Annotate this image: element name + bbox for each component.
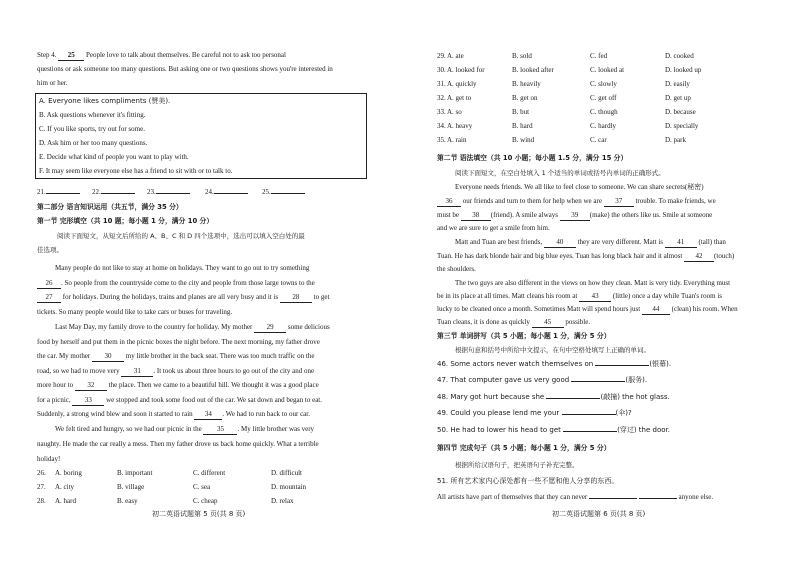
blank-25[interactable]: 25 [58, 51, 84, 61]
choice-number: 30. [437, 66, 446, 74]
answer-25[interactable]: 25. [262, 188, 305, 197]
blank-35[interactable]: 35 [203, 425, 237, 435]
choice-33-a[interactable]: A. so [447, 108, 462, 116]
spelling-48-input[interactable] [546, 398, 600, 399]
section1-title: 第一节 完形填空（共 10 题；每小题 1 分，满分 10 分） [37, 217, 214, 225]
choice-34-d[interactable]: D. specially [665, 122, 699, 130]
choice-35-c[interactable]: C. car [590, 136, 607, 144]
cloze-line-11: Suddenly, a strong wind blew and soon it started to rain 34 . We had to run back to our car. [37, 410, 310, 418]
choice-31-d[interactable]: D. easily [665, 80, 690, 88]
choice-28-a[interactable]: A. hard [55, 497, 76, 505]
blank-33[interactable]: 33 [72, 396, 104, 406]
step4-text1: People love to talk about themselves. Be careful not to ask too personal [85, 51, 286, 59]
question-51-chinese: 51. 所有艺术家内心深处都有一些不愿和他人分享的东西。 [437, 477, 619, 485]
section1-instruction-1: 阅读下面短文，从短文后所给的 A、B、C 和 D 四个选项中，选出可以填入空白处的最 [57, 232, 305, 240]
choice-34-c[interactable]: C. hardly [590, 122, 617, 130]
choice-number: 29. [437, 52, 446, 60]
cloze-line-1: Many people do not like to stay at home on holidays. They want to go out to try something [55, 264, 310, 272]
blank-36[interactable]: 36 [437, 197, 461, 207]
left-page: Step 4. 25 People love to talk about themselves. Be careful not to ask too personal questions or ask someone too many questions. But asking one or two questions shows you're interested in him or her. A. Everyone likes compliments (赞美). B. Ask questions whenever it's fitting. C. If you like sports, try out for some. D. Ask him or her too many questions. E. Decide what kind of people you want to play with. F. It may seem like everyone else has a friend to sit with or to talk to. 21. 22. 23. 24. 25. 第二部分 语言知识运用（共五节，满分 35 分） 第一节 完形填空（共 10 题；每小题 1 分，满分 10 分） 阅读下面短文，从短文后所给的 A、B、C 和 D 四个选项中，选出可以填入空白处的最 佳选项。 Many people do not like to stay at home on holidays. They want to go out to try something 26 . So people from the countryside come to the city and people from those large towns to the 27 for holidays. During the holidays, trains and planes are all very busy and it is 28 to get tickets. So many people would like to take cars or buses for traveling. Last May Day, my family drove to the country for holiday. My mother 29 some delicious food by herself and put them in the picnic boxes the night before. The next morning, my father drove the car. My mother 30 my little brother in the back seat. There was too much traffic on the road, so we had to move very 31 . It took us about three hours to go out of the city and one more hour to 32 the place. Then we came to a beautiful hill. We thought it was a good place for a picnic, 33 we stopped and took some food out of the car. We sat down and began to eat. Suddenly, a strong wind blew and soon it started to rain 34 . We had to run back to our car. We felt tired and hungry, so we had our picnic in the 35 . My little brother was very naughty. He made the car really a mess. Then my father drove us back home quickly. What a terrible holiday! 26. A. boring B. important C. different D. difficult 27. A. city B. village C. sea D. mountain 28. A. hard B. easy C. cheap D. relax 初二英语试题第 5 页(共 8 页) [0, 0, 397, 561]
section4-instruction: 根据所给汉语句子，把英语句子补充完整。 [455, 461, 579, 469]
grammar-line-4: and we are sure to get a smile from him. [437, 224, 550, 232]
grammar-line-11: Tuan cleans, it is done as quickly 45 possible. [437, 318, 591, 326]
blank-43[interactable]: 43 [579, 292, 611, 302]
choice-27-a[interactable]: A. city [55, 483, 75, 491]
choice-30-d[interactable]: D. looked up [665, 66, 702, 74]
cloze-line-10: for a picnic, 33 we stopped and took some food out of the car. We sat down and began to eat. [37, 396, 322, 404]
choice-26-d[interactable]: D. difficult [271, 469, 302, 477]
answer-21[interactable]: 21. [37, 188, 80, 197]
cloze-line-7: the car. My mother 30 my little brother in the back seat. There was too much traffic on the [37, 352, 315, 360]
blank-42[interactable]: 42 [684, 252, 714, 262]
blank-28[interactable]: 28 [280, 293, 312, 303]
choice-34-a[interactable]: A. heavy [447, 122, 473, 130]
answer-23[interactable]: 23. [147, 188, 190, 197]
grammar-line-9: be in its place at all times. Matt cleans his room at 43 (little) once a day while Tuan's room is [437, 292, 723, 300]
blank-31[interactable]: 31 [121, 367, 153, 377]
step4-line1 [37, 51, 286, 61]
step4-text2: questions or ask someone too many questions. But asking one or two questions shows you're interested in [37, 65, 333, 73]
choice-34-b[interactable]: B. hard [512, 122, 533, 130]
blank-37[interactable]: 37 [604, 197, 634, 207]
choice-number: 31. [437, 80, 446, 88]
choice-26-b[interactable]: B. important [117, 469, 153, 477]
spelling-48: 48. Mary got hurt because she (敲撞) the hot glass. [437, 393, 670, 401]
grammar-line-2: 36 our friends and turn to them for help when we are 37 trouble. To make friends, we [437, 197, 716, 207]
choice-35-b[interactable]: B. wind [512, 136, 535, 144]
part2-title: 第二部分 语言知识运用（共五节，满分 35 分） [37, 203, 183, 211]
choice-33-d[interactable]: D. because [665, 108, 696, 116]
grammar-line-10: lucky to be cleaned once a month. Sometimes Matt will spend hours just 44 (clean) his room. When [437, 305, 738, 313]
option-f: F. It may seem like everyone else has a friend to sit with or to talk to. [39, 167, 233, 175]
blank-38[interactable]: 38 [461, 211, 491, 221]
page-footer-6: 初二英语试题第 6 页(共 8 页) [552, 510, 646, 518]
step4-text3: him or her. [37, 79, 68, 87]
spelling-47: 47. That computer gave us very good (服务). [437, 376, 648, 384]
choice-number: 35. [437, 136, 446, 144]
option-e: E. Decide what kind of people you want to play with. [39, 153, 189, 161]
grammar-line-5: Matt and Tuan are best friends, 40 they are very different. Matt is 41 (tall) than [455, 238, 726, 246]
blank-32[interactable]: 32 [75, 381, 107, 391]
choice-26-a[interactable]: A. boring [55, 469, 82, 477]
cloze-line-6: food by herself and put them in the picnic boxes the night before. The next morning, my father drove [37, 338, 320, 346]
blank-40[interactable]: 40 [544, 238, 576, 248]
choice-31-a[interactable]: A. quickly [447, 80, 477, 88]
blank-44[interactable]: 44 [642, 305, 670, 315]
blank-26[interactable]: 26 [37, 279, 61, 289]
spelling-46-input[interactable] [595, 365, 649, 366]
choice-35-a[interactable]: A. rain [447, 136, 467, 144]
choice-30-b[interactable]: B. looked after [512, 66, 554, 74]
option-a: A. Everyone likes compliments (赞美). [39, 97, 171, 105]
cloze-line-5: Last May Day, my family drove to the country for holiday. My mother 29 some delicious [55, 323, 330, 331]
step4-prefix: Step 4. [37, 51, 59, 59]
choice-number: 33. [437, 108, 446, 116]
page-footer-5: 初二英语试题第 5 页(共 8 页) [152, 510, 246, 518]
grammar-line-7: the shoulders. [437, 265, 476, 273]
choice-27-b[interactable]: B. village [117, 483, 145, 491]
cloze-line-8: road, so we had to move very 31 . It took us about three hours to go out of the city and one [37, 367, 315, 375]
section3-instruction: 根据句意和括号中所给中文提示，在句中空格处填写上正确的单词。 [455, 346, 650, 354]
choice-32-c[interactable]: C. get off [590, 94, 617, 102]
cloze-line-14: holiday! [37, 455, 61, 463]
right-page [397, 0, 794, 561]
choice-32-d[interactable]: D. get up [665, 94, 691, 102]
choice-30-c[interactable]: C. looked at [590, 66, 625, 74]
q51-blank-2[interactable] [639, 498, 677, 499]
choice-33-b[interactable]: B. but [512, 108, 530, 116]
cloze-line-3: 27 for holidays. During the holidays, trains and planes are all very busy and it is 28 to get [37, 293, 329, 303]
choice-number: 32. [437, 94, 446, 102]
spelling-50-input[interactable] [563, 431, 617, 432]
question-51-english: All artists have part of themselves that they can never anyone else. [437, 493, 714, 501]
choice-32-a[interactable]: A. get to [447, 94, 472, 102]
grammar-line-3: must be 38 (friend). A smile always 39 (make) the others like us. Smile at someone [437, 211, 713, 219]
cloze-line-2: 26 . So people from the countryside come to the city and people from those large towns to the [37, 279, 315, 289]
choice-28-d[interactable]: D. relax [271, 497, 294, 505]
grammar-line-1: Everyone needs friends. We all like to feel close to someone. We can share secrets(秘密) [455, 183, 704, 191]
choice-30-a[interactable]: A. looked for [447, 66, 485, 74]
spelling-46: 46. Some actors never watch themselves on (银幕). [437, 360, 672, 368]
grammar-line-8: The two guys are also different in the views on how they clean. Matt is very tidy. Everything must [455, 279, 731, 287]
choice-27-d[interactable]: D. mountain [271, 483, 306, 491]
cloze-line-4: tickets. So many people would like to take cars or buses for traveling. [37, 308, 233, 316]
choice-28-b[interactable]: B. easy [117, 497, 138, 505]
blank-39[interactable]: 39 [560, 211, 590, 221]
blank-30[interactable]: 30 [92, 352, 124, 362]
blank-27[interactable]: 27 [37, 293, 61, 303]
option-b: B. Ask questions whenever it's fitting. [39, 111, 146, 119]
cloze-line-12: We felt tired and hungry, so we had our picnic in the 35 . My little brother was very [55, 425, 315, 433]
q51-blank-1[interactable] [589, 498, 637, 499]
blank-34[interactable]: 34 [194, 410, 222, 420]
spelling-50: 50. He had to lower his head to get (穿过) the door. [437, 426, 670, 434]
blank-45[interactable]: 45 [532, 318, 564, 328]
option-c: C. If you like sports, try out for some. [39, 125, 145, 133]
blank-29[interactable]: 29 [254, 323, 286, 333]
choice-28-c[interactable]: C. cheap [193, 497, 218, 505]
section4-title: 第四节 完成句子（共 5 小题；每小题 1 分，满分 5 分） [437, 444, 611, 452]
spelling-49: 49. Could you please lend me your (伞)? [437, 409, 632, 417]
cloze-line-13: naughty. He made the car really a mess. Then my father drove us back home quickly. What a terrible [37, 440, 319, 448]
cloze-line-9: more hour to 32 the place. Then we came to a beautiful hill. We thought it was a good place [37, 381, 319, 389]
blank-41[interactable]: 41 [665, 238, 697, 248]
grammar-line-6: Tuan. He has dark blonde hair and big blue eyes. Tuan has long black hair and it almost 42 (touch) [437, 252, 735, 260]
choice-26-c[interactable]: C. different [193, 469, 226, 477]
choice-29-c[interactable]: C. fed [590, 52, 608, 60]
spelling-49-input[interactable] [562, 414, 616, 415]
choice-33-c[interactable]: C. though [590, 108, 618, 116]
answer-24[interactable]: 24. [205, 188, 248, 197]
section2-title: 第二节 语法填空（共 10 小题；每小题 1.5 分，满分 15 分） [437, 154, 628, 162]
answer-22[interactable]: 22. [92, 188, 135, 197]
choice-number: 34. [437, 122, 446, 130]
choice-29-b[interactable]: B. sold [512, 52, 532, 60]
section3-title: 第三节 单词拼写（共 5 小题；每小题 1 分，满分 5 分） [437, 332, 611, 340]
section2-instruction: 阅读下面短文，在空白处填入 1 个适当的单词或括号内单词的正确形式。 [455, 169, 665, 177]
choice-31-c[interactable]: C. slowly [590, 80, 617, 88]
choice-35-d[interactable]: D. park [665, 136, 686, 144]
choice-31-b[interactable]: B. heavily [512, 80, 541, 88]
choice-32-b[interactable]: B. get on [512, 94, 538, 102]
spelling-47-input[interactable] [571, 381, 625, 382]
choice-27-c[interactable]: C. sea [193, 483, 211, 491]
choice-29-d[interactable]: D. cooked [665, 52, 694, 60]
option-d: D. Ask him or her too many questions. [39, 139, 148, 147]
choice-29-a[interactable]: A. ate [447, 52, 464, 60]
section1-instruction-2: 佳选项。 [37, 246, 63, 254]
